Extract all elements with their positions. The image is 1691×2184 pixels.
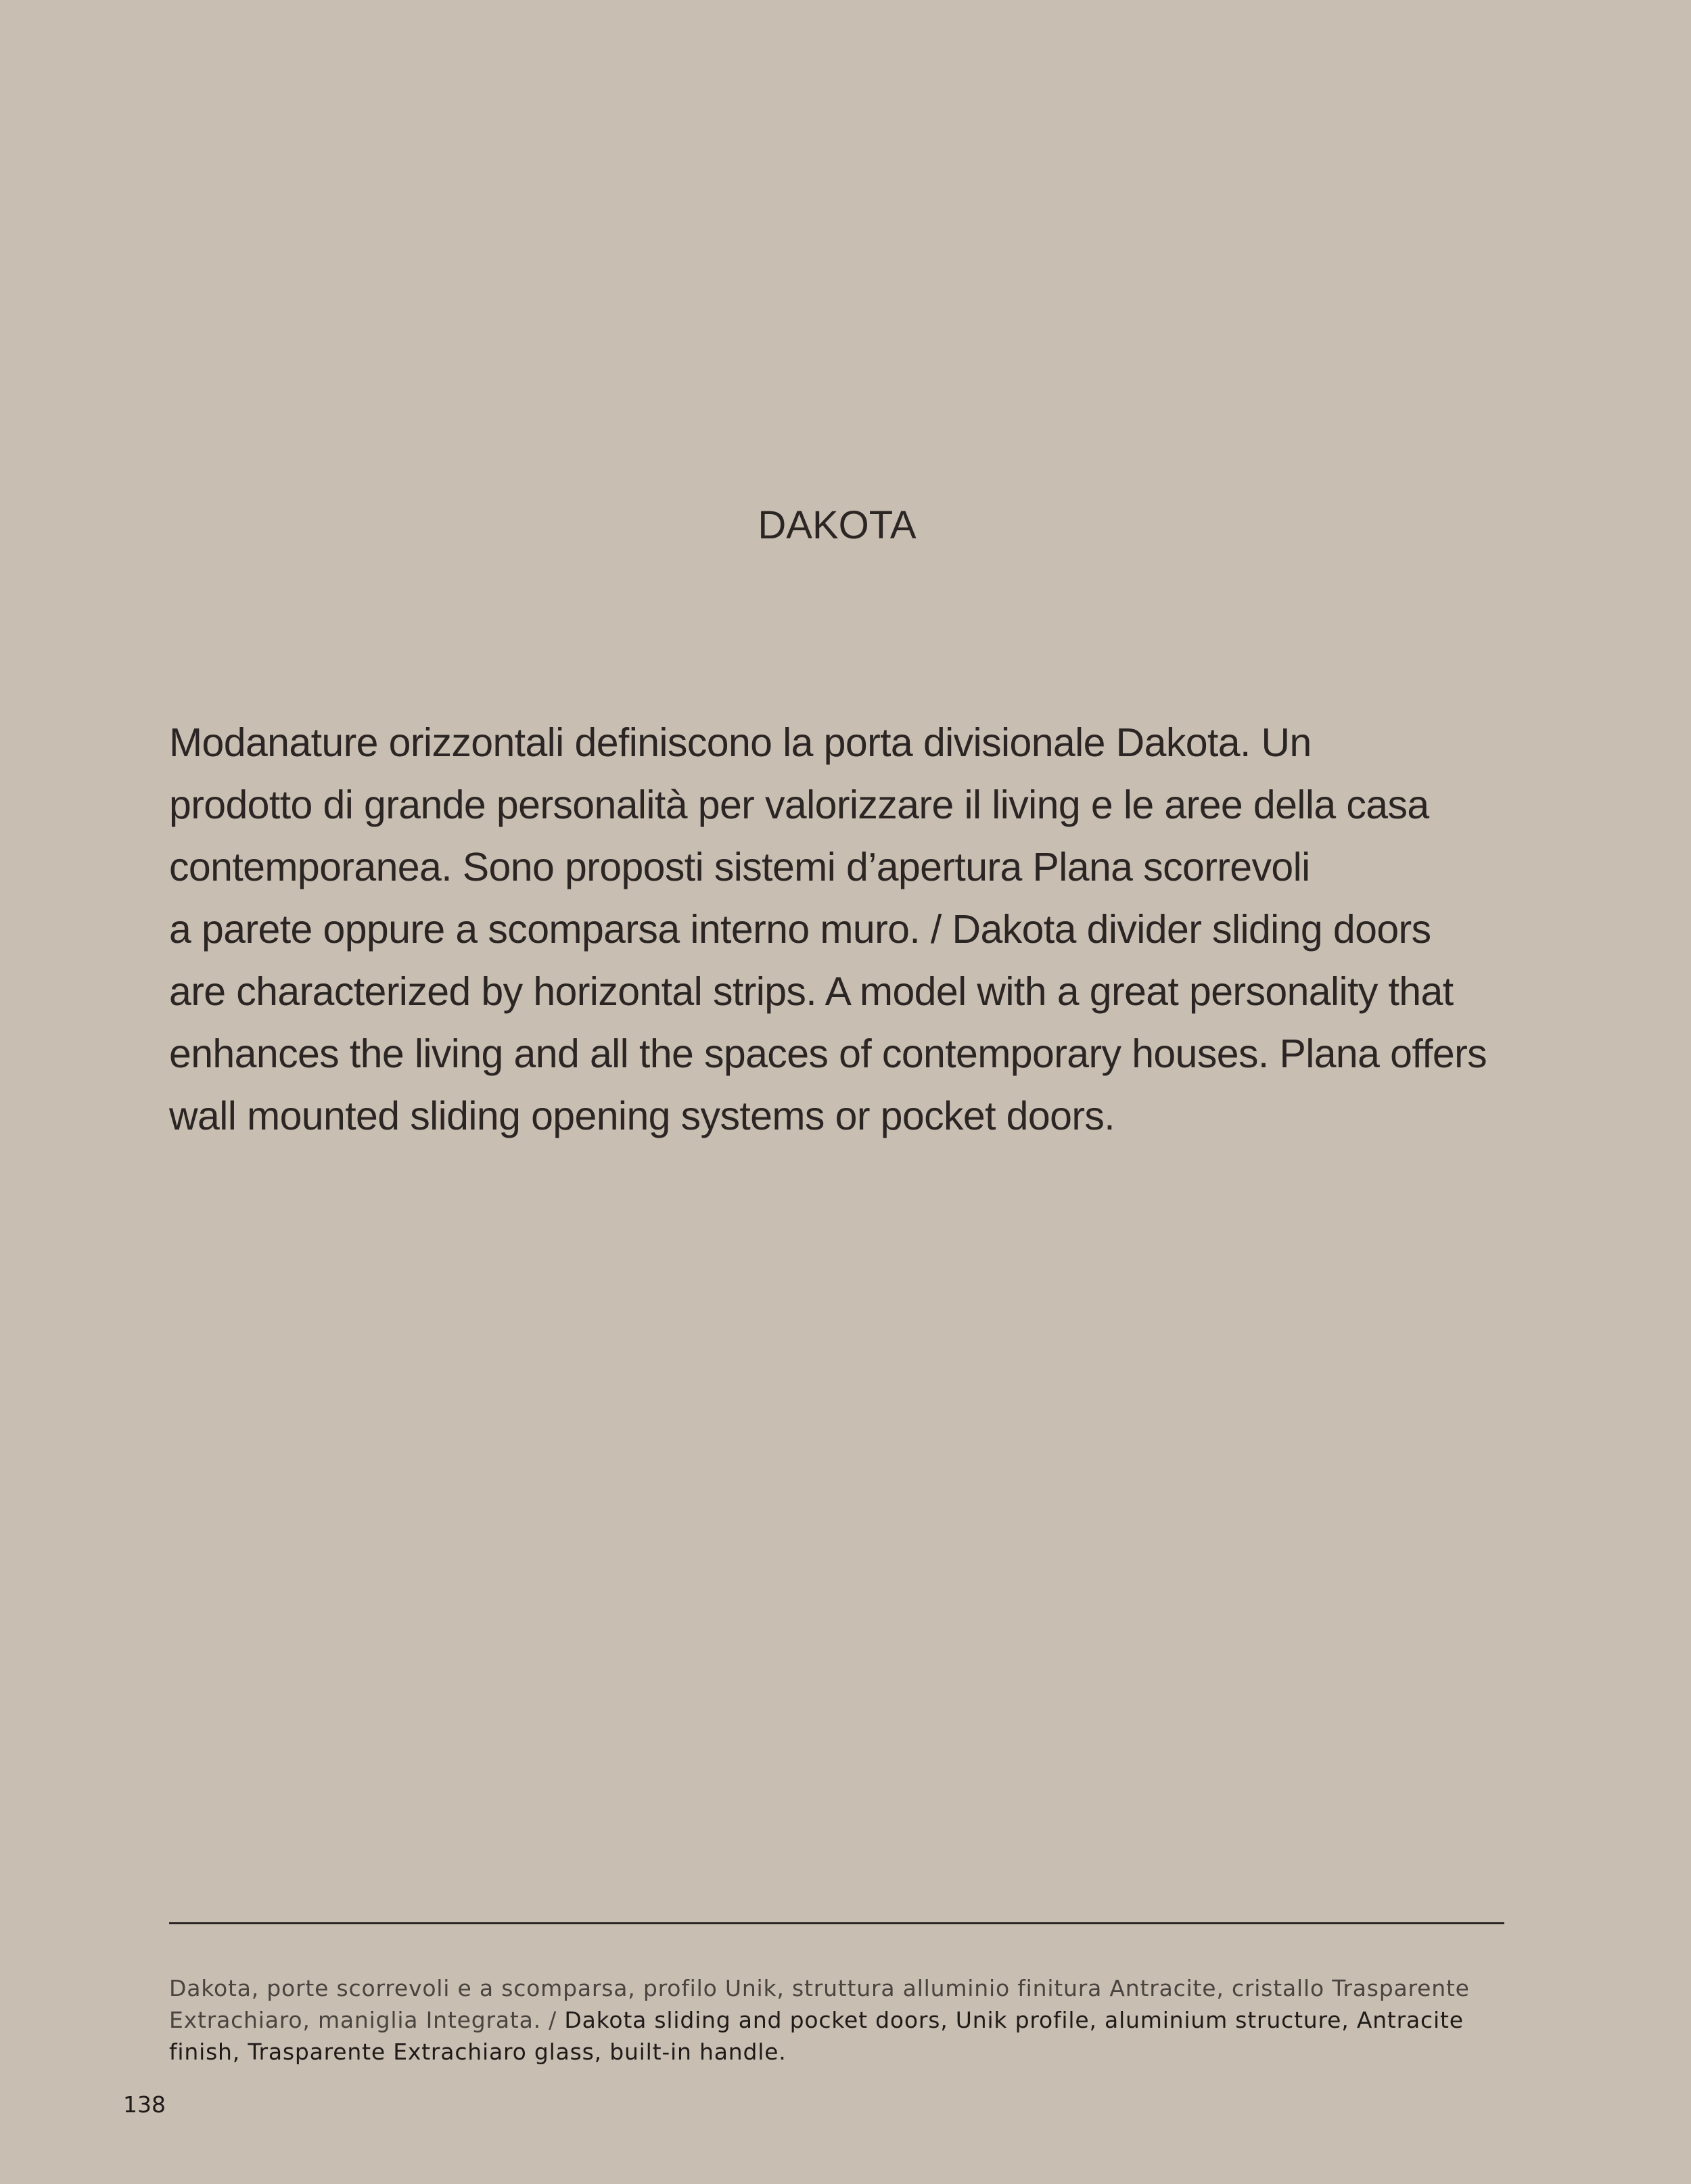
- description-line: Modanature orizzontali definiscono la porta divisionale Dakota. Un: [169, 720, 1312, 765]
- description-text: [169, 712, 1522, 1147]
- description-line: wall mounted sliding opening systems or pocket doors.: [169, 1094, 1115, 1138]
- caption-english: Dakota sliding and pocket doors, Unik profile, aluminium structure, Antracite finish, Trasparente Extrachiaro glass, built-in handle.: [169, 2007, 1464, 2065]
- page-number: 138: [123, 2091, 166, 2118]
- image-caption: [169, 1972, 1522, 2068]
- caption-italian: Dakota, porte scorrevoli e a scomparsa, profilo Unik, struttura alluminio finitura Antracite, cristallo Trasparente Extrachiaro, maniglia Integrata. /: [169, 1975, 1470, 2033]
- page-title: DAKOTA: [758, 503, 917, 547]
- description-line: a parete oppure a scomparsa interno muro. / Dakota divider sliding doors: [169, 907, 1431, 952]
- description-line: contemporanea. Sono proposti sistemi d’apertura Plana scorrevoli: [169, 845, 1310, 889]
- description-line: enhances the living and all the spaces of contemporary houses. Plana offers: [169, 1031, 1487, 1076]
- caption-divider: [169, 1922, 1504, 1924]
- description-line: prodotto di grande personalità per valorizzare il living e le aree della casa: [169, 783, 1429, 827]
- description-line: are characterized by horizontal strips. A model with a great personality that: [169, 969, 1454, 1014]
